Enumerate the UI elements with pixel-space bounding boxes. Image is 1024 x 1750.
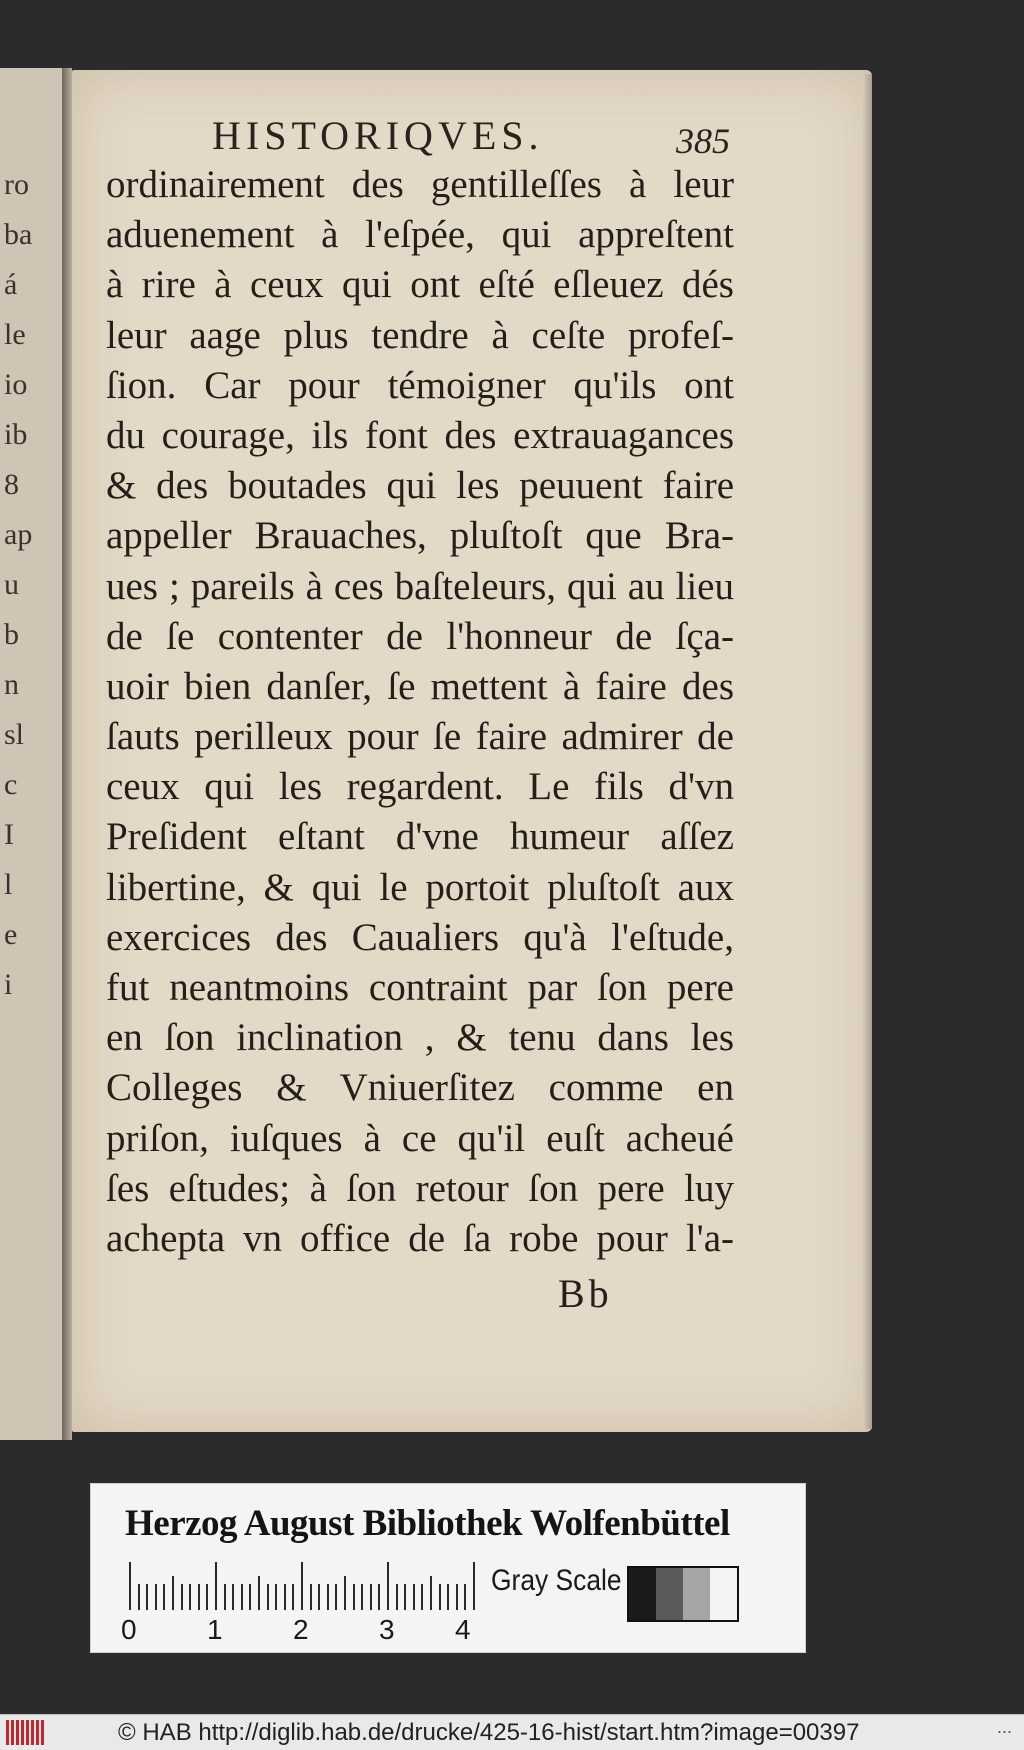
- ruler-tick: [396, 1584, 398, 1610]
- book-gutter: [62, 68, 72, 1440]
- ruler-tick: [163, 1584, 165, 1610]
- ruler-tick: [353, 1584, 355, 1610]
- text-line: fut neantmoins contraint par ſon pere: [106, 966, 734, 1009]
- page-edge: [862, 74, 872, 1429]
- gray-swatch: [656, 1568, 683, 1620]
- previous-page-fragment: á: [4, 268, 18, 301]
- text-line: priſon, iuſques à ce qu'il euſt acheué: [106, 1116, 734, 1160]
- color-target-card: [90, 1483, 806, 1653]
- previous-page-fragment: u: [4, 568, 19, 601]
- ruler-tick: [430, 1576, 432, 1610]
- text-line: Colleges & Vniuerſitez comme en: [106, 1066, 734, 1110]
- ruler-tick: [447, 1584, 449, 1610]
- text-line: du courage, ils font des extrauagances: [106, 413, 734, 457]
- ruler-label: 0: [121, 1614, 137, 1645]
- previous-page-fragment: e: [4, 918, 18, 951]
- ruler-tick: [301, 1562, 303, 1610]
- previous-page-fragment: i: [4, 968, 13, 1001]
- ruler-tick: [189, 1584, 191, 1610]
- text-line: ceux qui les regardent. Le fils d'vn: [106, 765, 734, 809]
- ruler-tick: [198, 1584, 200, 1610]
- library-title: Herzog August Bibliothek Wolfenbüttel: [125, 1503, 730, 1544]
- more-options-icon[interactable]: ...: [996, 1717, 1012, 1737]
- ruler-tick: [258, 1576, 260, 1610]
- previous-page-fragment: I: [4, 818, 14, 851]
- ruler-tick: [155, 1584, 157, 1610]
- ruler-tick: [421, 1584, 423, 1610]
- ruler-tick: [318, 1584, 320, 1610]
- ruler-tick: [292, 1584, 294, 1610]
- text-line: en ſon inclination , & tenu dans les: [106, 1016, 734, 1060]
- gray-scale-label: Gray Scale: [491, 1564, 622, 1597]
- hab-logo-icon: [6, 1720, 46, 1745]
- ruler-label: 3: [379, 1614, 395, 1645]
- ruler-tick: [378, 1584, 380, 1610]
- text-line: ſion. Car pour témoigner qu'ils ont: [106, 363, 734, 407]
- ruler-tick: [456, 1584, 458, 1610]
- ruler-tick: [284, 1584, 286, 1610]
- body-text: [106, 160, 734, 1264]
- previous-page-fragment: ap: [4, 518, 33, 551]
- previous-page-fragment: ba: [4, 218, 33, 251]
- previous-page-fragment: sl: [4, 718, 25, 751]
- ruler-tick: [473, 1562, 475, 1610]
- text-line: ordinairement des gentilleſſes à leur: [106, 163, 734, 206]
- ruler-tick: [310, 1584, 312, 1610]
- footer-copyright-link[interactable]: © HAB http://diglib.hab.de/drucke/425-16-hist/start.htm?image=00397: [118, 1719, 860, 1746]
- ruler-labels: [91, 1614, 511, 1644]
- previous-page-fragment: le: [4, 318, 26, 351]
- previous-page-fragment: io: [4, 368, 28, 401]
- text-line: uoir bien danſer, ſe mettent à faire des: [106, 664, 734, 708]
- ruler-tick: [275, 1584, 277, 1610]
- text-line: leur aage plus tendre à ceſte profeſ-: [106, 313, 734, 357]
- gray-scale-swatches: [627, 1566, 739, 1622]
- signature-mark: Bb: [558, 1271, 613, 1316]
- ruler-tick: [146, 1584, 148, 1610]
- text-line: libertine, & qui le portoit pluſtoſt aux: [106, 865, 734, 909]
- ruler-tick: [464, 1584, 466, 1610]
- ruler-tick: [215, 1562, 217, 1610]
- previous-page-fragment: n: [4, 668, 19, 701]
- ruler-tick: [224, 1584, 226, 1610]
- ruler-tick: [232, 1584, 234, 1610]
- ruler-tick: [335, 1584, 337, 1610]
- text-line: ues ; pareils à ces baſteleurs, qui au lieu: [106, 564, 734, 608]
- footer-bar: [0, 1714, 1024, 1750]
- text-line: Preſident eſtant d'vne humeur aſſez: [106, 815, 734, 859]
- text-line: aduenement à l'eſpée, qui appreſtent: [106, 213, 734, 257]
- text-line: exercices des Caualiers qu'à l'eſtude,: [106, 915, 734, 959]
- ruler-label: 4: [455, 1614, 471, 1645]
- ruler-tick: [138, 1584, 140, 1610]
- ruler-tick: [267, 1584, 269, 1610]
- gray-swatch: [629, 1568, 656, 1620]
- ruler-tick: [370, 1584, 372, 1610]
- measurement-ruler: [129, 1562, 473, 1610]
- ruler-label: 1: [207, 1614, 223, 1645]
- ruler-tick: [206, 1584, 208, 1610]
- text-line: à rire à ceux qui ont eſté eſleuez dés: [106, 263, 734, 307]
- previous-page-fragment: ro: [4, 168, 29, 201]
- previous-page-fragment: c: [4, 768, 18, 801]
- ruler-tick: [172, 1576, 174, 1610]
- previous-page-fragment: ib: [4, 418, 28, 451]
- ruler-tick: [241, 1584, 243, 1610]
- ruler-tick: [249, 1584, 251, 1610]
- ruler-tick: [181, 1584, 183, 1610]
- text-line: de ſe contenter de l'honneur de ſça-: [106, 614, 734, 658]
- ruler-tick: [439, 1584, 441, 1610]
- ruler-tick: [129, 1562, 131, 1610]
- previous-page-edge: [0, 68, 64, 1440]
- gray-swatch: [710, 1568, 737, 1620]
- text-line: appeller Brauaches, pluſtoſt que Bra-: [106, 514, 734, 558]
- ruler-label: 2: [293, 1614, 309, 1645]
- text-line: & des boutades qui les peuuent faire: [106, 464, 734, 508]
- gray-swatch: [683, 1568, 710, 1620]
- ruler-tick: [344, 1576, 346, 1610]
- previous-page-fragment: b: [4, 618, 19, 651]
- ruler-tick: [361, 1584, 363, 1610]
- ruler-tick: [404, 1584, 406, 1610]
- previous-page-fragment: 8: [4, 468, 19, 501]
- ruler-tick: [327, 1584, 329, 1610]
- page-number: 385: [676, 121, 730, 161]
- previous-page-fragment: l: [4, 868, 13, 901]
- ruler-tick: [387, 1562, 389, 1610]
- running-head: HISTORIQVES.: [212, 113, 544, 158]
- text-line: ſes eſtudes; à ſon retour ſon pere luy: [106, 1166, 734, 1210]
- text-line: achepta vn office de ſa robe pour l'a-: [106, 1216, 734, 1260]
- ruler-tick: [413, 1584, 415, 1610]
- text-line: ſauts perilleux pour ſe faire admirer de: [106, 715, 734, 759]
